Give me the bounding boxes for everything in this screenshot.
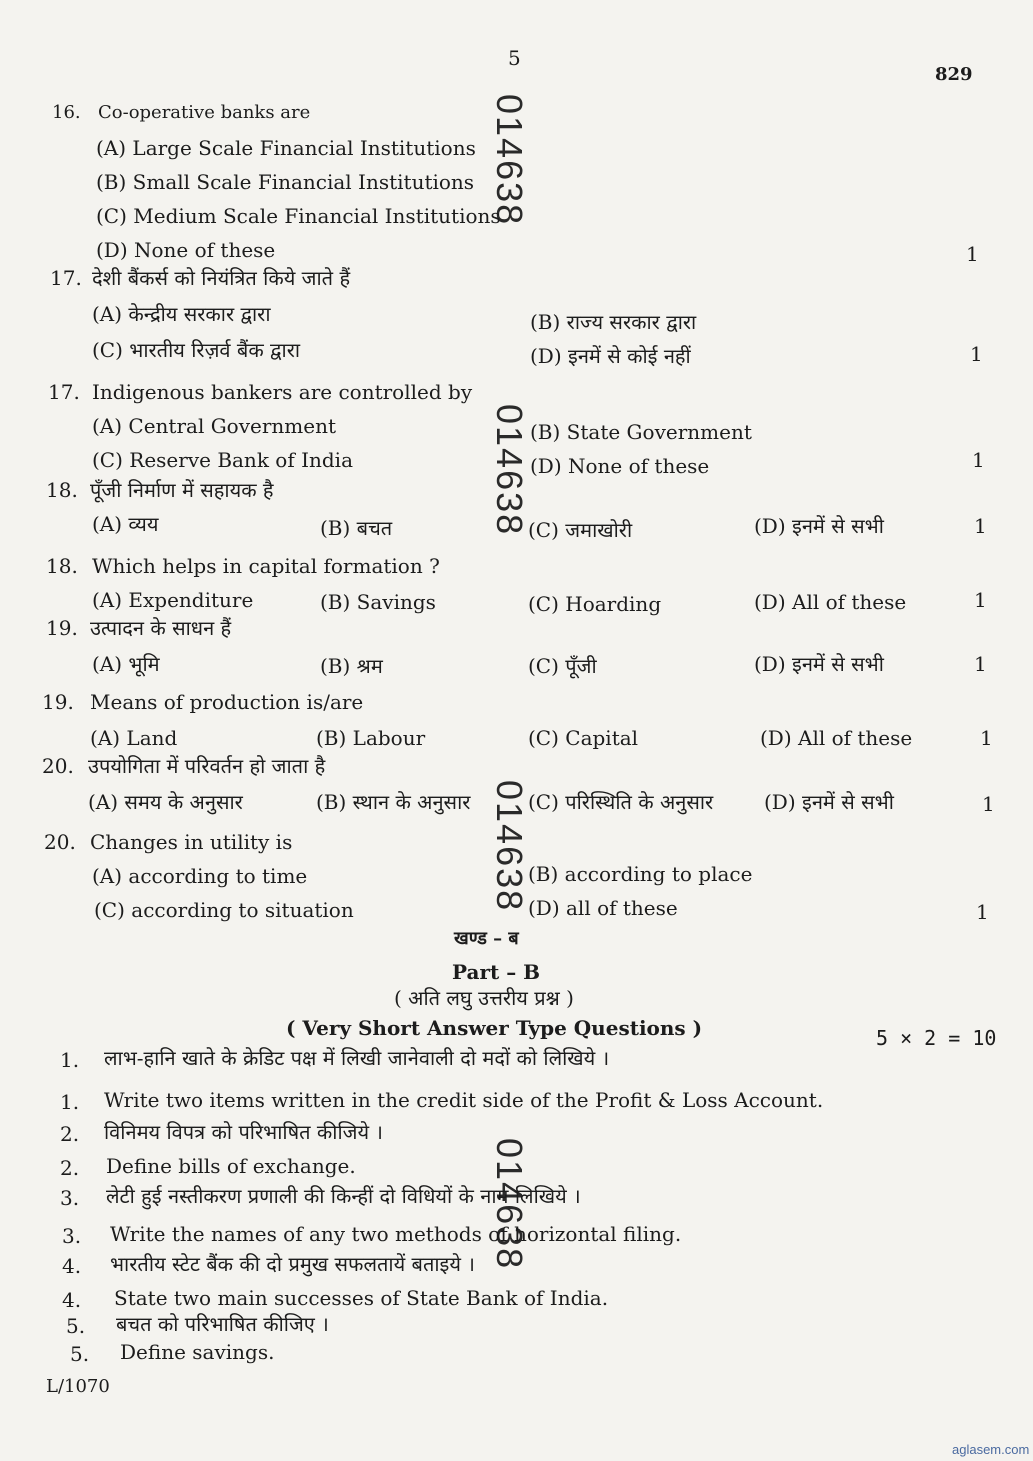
option-a: (A) व्यय bbox=[92, 512, 159, 536]
question-text: देशी बैंकर्स को नियंत्रित किये जाते हैं bbox=[92, 266, 351, 290]
question-text: Changes in utility is bbox=[90, 830, 293, 854]
option-c: (C) Reserve Bank of India bbox=[92, 448, 353, 472]
marks: 1 bbox=[974, 514, 987, 538]
roll-stamp: 014638 bbox=[489, 94, 530, 227]
sq-text: Write the names of any two methods of horizontal filing. bbox=[110, 1222, 682, 1246]
option-d: (D) इनमें से सभी bbox=[754, 652, 884, 676]
option-d: (D) इनमें से सभी bbox=[754, 514, 884, 538]
section-title-english: Part – B bbox=[452, 960, 541, 984]
option-c: (C) जमाखोरी bbox=[528, 518, 633, 542]
sq-text: Write two items written in the credit side of the Profit & Loss Account. bbox=[104, 1088, 824, 1112]
option-d: (D) इनमें से कोई नहीं bbox=[530, 344, 691, 368]
sq-text: भारतीय स्टेट बैंक की दो प्रमुख सफलतायें बताइये । bbox=[110, 1252, 475, 1276]
marks: 1 bbox=[980, 726, 993, 750]
option-a: (A) भूमि bbox=[92, 652, 160, 676]
option-a: (A) according to time bbox=[92, 864, 308, 888]
section-title-hindi: खण्ड – ब bbox=[454, 928, 519, 949]
question-number: 18. bbox=[46, 554, 78, 578]
question-number: 20. bbox=[42, 754, 74, 778]
option-a: (A) समय के अनुसार bbox=[88, 790, 243, 814]
option-c: (C) पूँजी bbox=[528, 654, 597, 678]
option-c: (C) according to situation bbox=[94, 898, 354, 922]
sq-number: 5. bbox=[70, 1342, 90, 1366]
page-number: 5 bbox=[508, 46, 521, 70]
sq-number: 3. bbox=[60, 1186, 80, 1210]
roll-stamp: 014638 bbox=[489, 404, 530, 537]
sq-number: 3. bbox=[62, 1224, 82, 1248]
sq-text: लेटी हुई नस्तीकरण प्रणाली की किन्हीं दो विधियों के नाम लिखिये । bbox=[106, 1184, 581, 1208]
sq-text: Define savings. bbox=[120, 1340, 275, 1364]
option-b: (B) स्थान के अनुसार bbox=[316, 790, 471, 814]
question-code: 829 bbox=[935, 64, 973, 85]
question-number: 19. bbox=[46, 616, 78, 640]
option-b: (B) according to place bbox=[528, 862, 753, 886]
option-c: (C) परिस्थिति के अनुसार bbox=[528, 790, 714, 814]
option-a: (A) Central Government bbox=[92, 414, 337, 438]
option-b: (B) State Government bbox=[530, 420, 752, 444]
option-d: (D) None of these bbox=[96, 238, 276, 262]
sq-number: 4. bbox=[62, 1288, 82, 1312]
question-text: Means of production is/are bbox=[90, 690, 364, 714]
option-a: (A) केन्द्रीय सरकार द्वारा bbox=[92, 302, 271, 326]
question-text: Co-operative banks are bbox=[98, 102, 311, 123]
option-a: (A) Large Scale Financial Institutions bbox=[96, 136, 476, 160]
sq-text: लाभ-हानि खाते के क्रेडिट पक्ष में लिखी जानेवाली दो मदों को लिखिये । bbox=[104, 1046, 610, 1070]
option-b: (B) Small Scale Financial Institutions bbox=[96, 170, 475, 194]
marks: 1 bbox=[966, 242, 979, 266]
option-b: (B) Labour bbox=[316, 726, 426, 750]
question-text: उपयोगिता में परिवर्तन हो जाता है bbox=[88, 754, 326, 778]
paper-code: L/1070 bbox=[46, 1376, 110, 1397]
section-subtitle-hindi: ( अति लघु उत्तरीय प्रश्न ) bbox=[394, 986, 574, 1010]
roll-stamp: 014638 bbox=[489, 1138, 530, 1271]
option-b: (B) Savings bbox=[320, 590, 436, 614]
option-b: (B) श्रम bbox=[320, 654, 383, 678]
question-number: 17. bbox=[50, 266, 82, 290]
sq-number: 2. bbox=[60, 1156, 80, 1180]
question-number: 20. bbox=[44, 830, 76, 854]
question-text: Indigenous bankers are controlled by bbox=[92, 380, 473, 404]
sq-number: 1. bbox=[60, 1090, 80, 1114]
marks: 1 bbox=[974, 652, 987, 676]
option-d: (D) all of these bbox=[528, 896, 678, 920]
option-b: (B) राज्य सरकार द्वारा bbox=[530, 310, 697, 334]
sq-number: 2. bbox=[60, 1122, 80, 1146]
marks: 1 bbox=[970, 342, 983, 366]
option-a: (A) Expenditure bbox=[92, 588, 254, 612]
marks: 1 bbox=[982, 792, 995, 816]
option-d: (D) None of these bbox=[530, 454, 710, 478]
option-c: (C) Medium Scale Financial Institutions bbox=[96, 204, 501, 228]
option-c: (C) Hoarding bbox=[528, 592, 662, 616]
option-d: (D) इनमें से सभी bbox=[764, 790, 894, 814]
sq-text: बचत को परिभाषित कीजिए । bbox=[116, 1312, 329, 1336]
section-subtitle-english: ( Very Short Answer Type Questions ) bbox=[286, 1016, 703, 1040]
question-text: उत्पादन के साधन हैं bbox=[90, 616, 232, 640]
option-b: (B) बचत bbox=[320, 516, 393, 540]
section-marks: 5 × 2 = 10 bbox=[876, 1026, 997, 1050]
sq-number: 4. bbox=[62, 1254, 82, 1278]
option-d: (D) All of these bbox=[760, 726, 913, 750]
marks: 1 bbox=[972, 448, 985, 472]
marks: 1 bbox=[976, 900, 989, 924]
sq-number: 1. bbox=[60, 1048, 80, 1072]
option-d: (D) All of these bbox=[754, 590, 907, 614]
sq-number: 5. bbox=[66, 1314, 86, 1338]
marks: 1 bbox=[974, 588, 987, 612]
watermark: aglasem.com bbox=[952, 1442, 1030, 1457]
option-a: (A) Land bbox=[90, 726, 178, 750]
sq-text: विनिमय विपत्र को परिभाषित कीजिये । bbox=[104, 1120, 384, 1144]
question-text: Which helps in capital formation ? bbox=[92, 554, 440, 578]
question-number: 19. bbox=[42, 690, 74, 714]
sq-text: Define bills of exchange. bbox=[106, 1154, 356, 1178]
question-number: 16. bbox=[52, 102, 81, 123]
roll-stamp: 014638 bbox=[489, 780, 530, 913]
sq-text: State two main successes of State Bank of India. bbox=[114, 1286, 609, 1310]
question-text: पूँजी निर्माण में सहायक है bbox=[90, 478, 274, 502]
question-number: 18. bbox=[46, 478, 78, 502]
option-c: (C) भारतीय रिज़र्व बैंक द्वारा bbox=[92, 338, 301, 362]
question-number: 17. bbox=[48, 380, 80, 404]
option-c: (C) Capital bbox=[528, 726, 639, 750]
